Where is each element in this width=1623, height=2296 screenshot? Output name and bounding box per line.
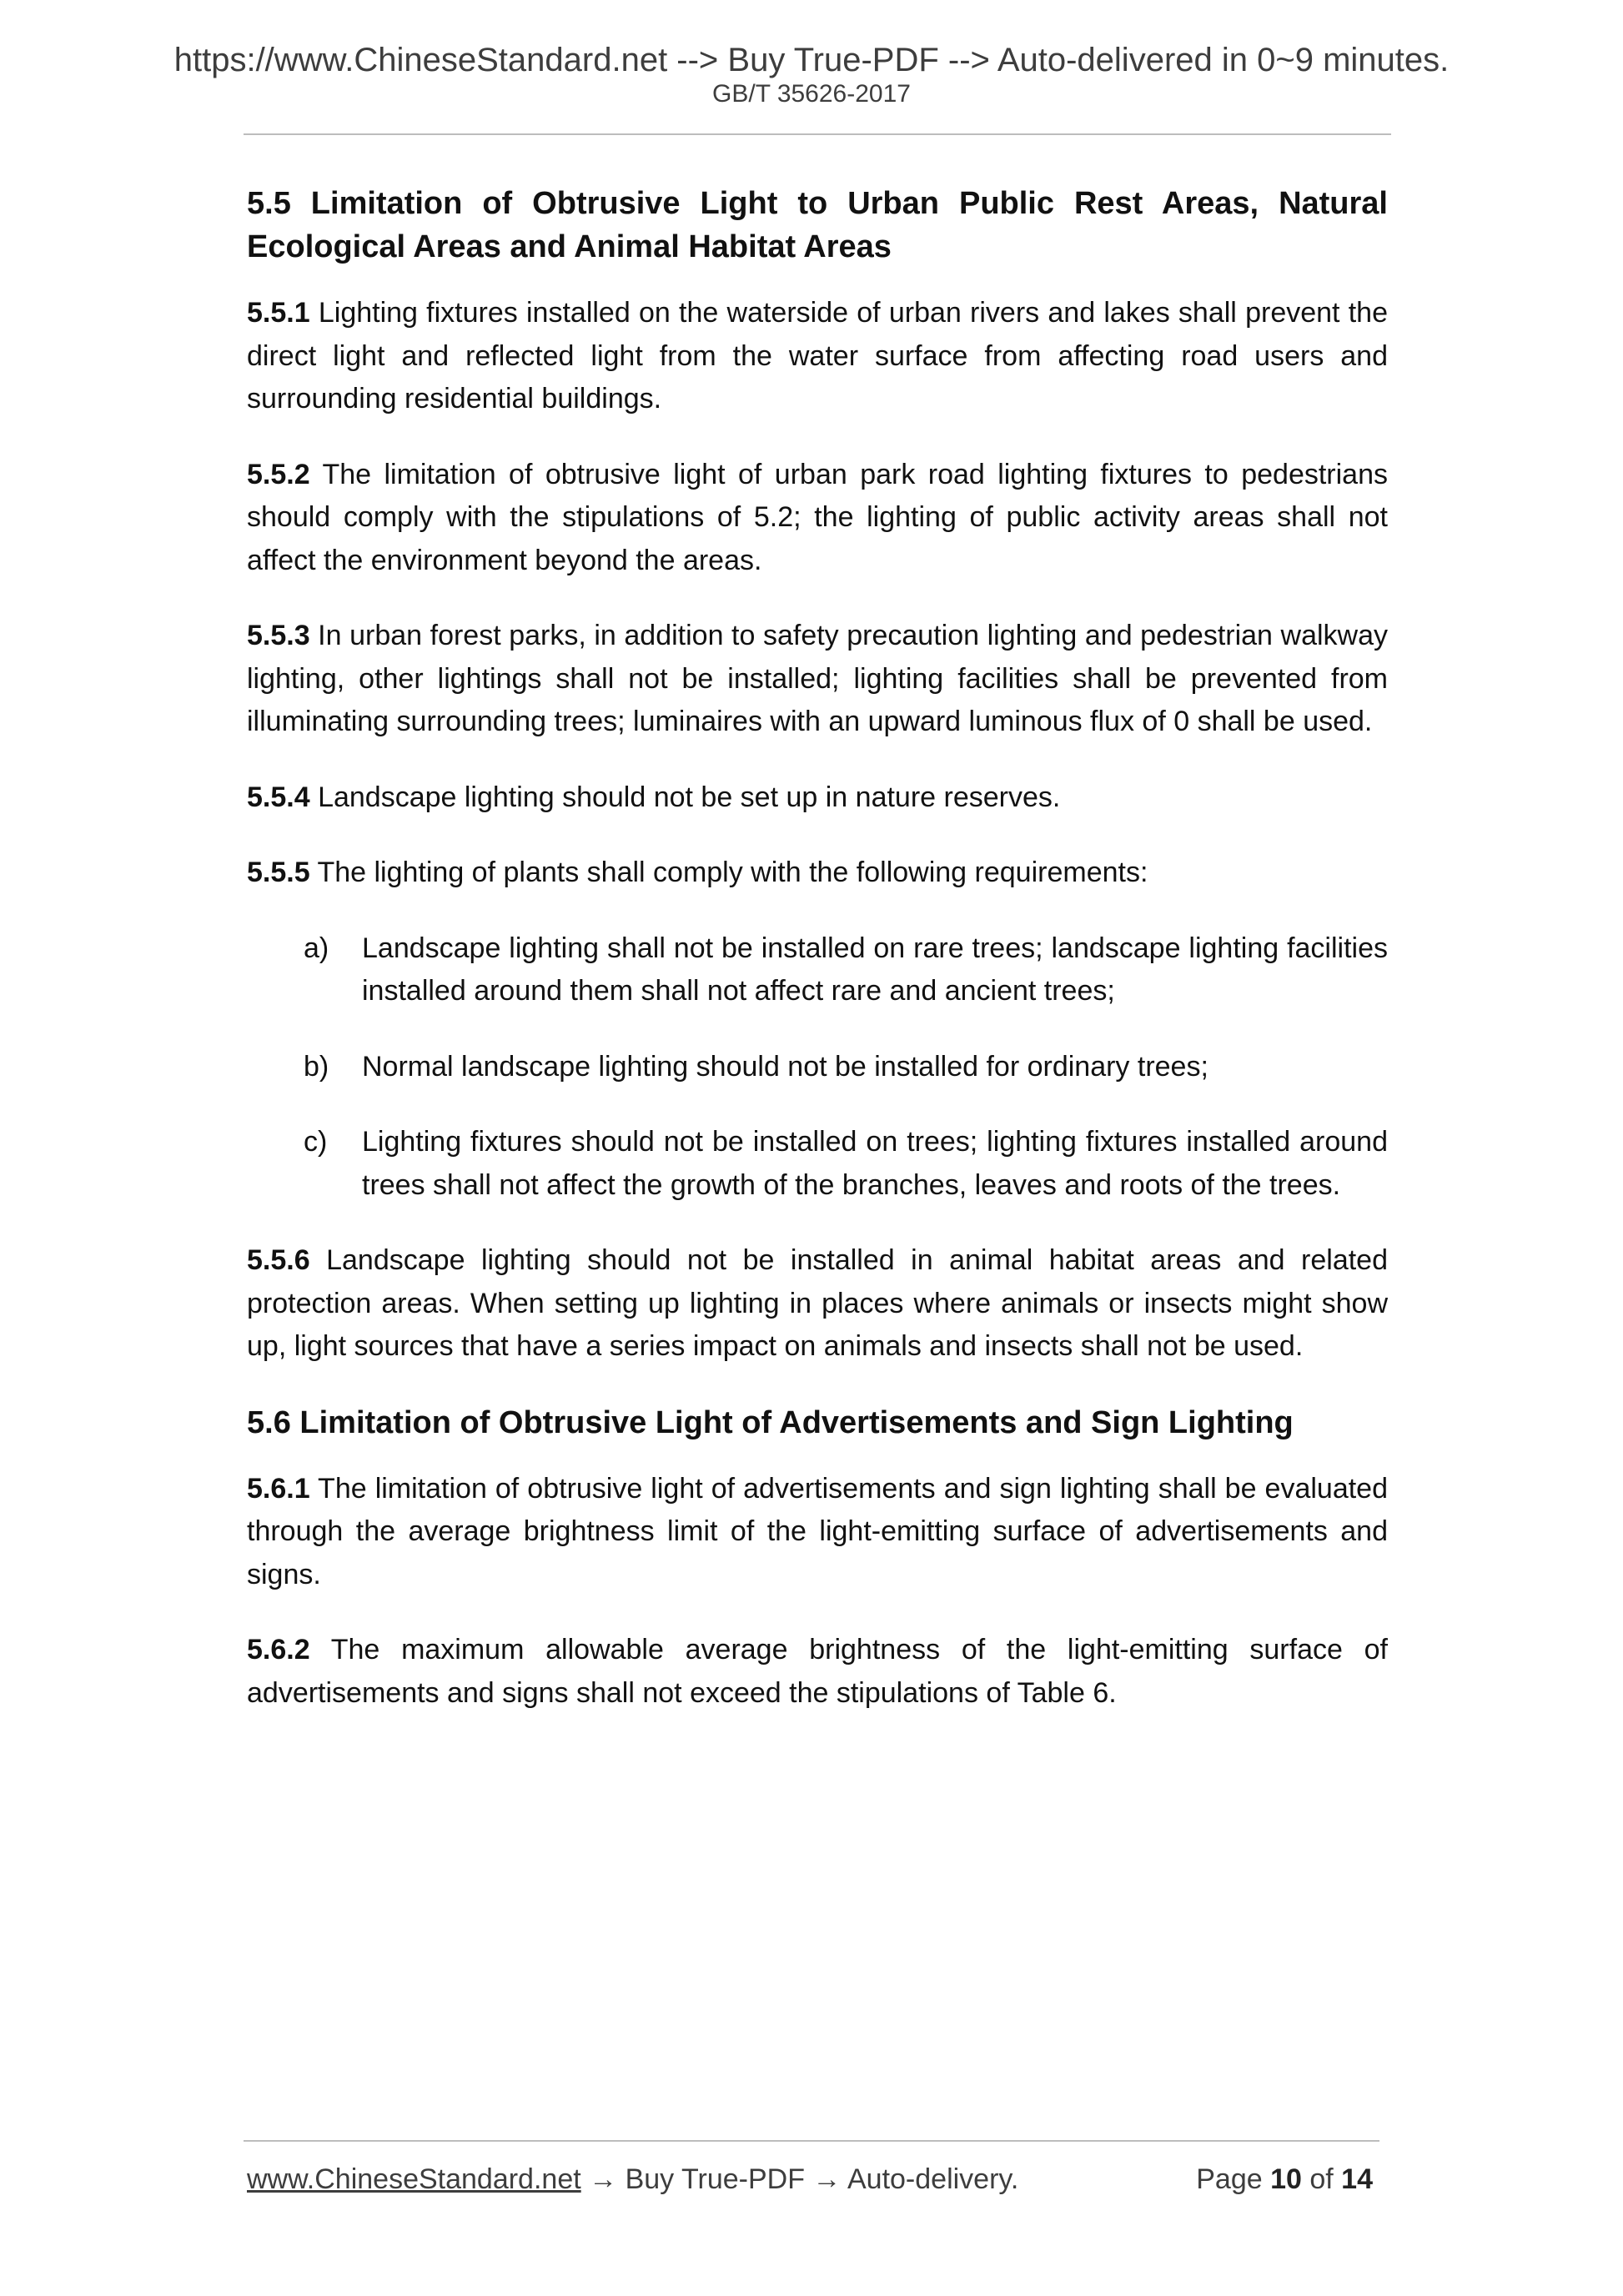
page-content bbox=[247, 182, 1388, 1747]
clause-5-6-1 bbox=[247, 1468, 1388, 1597]
clause-number: 5.5.4 bbox=[247, 781, 310, 813]
page-indicator bbox=[1196, 2163, 1373, 2196]
page-of: of bbox=[1301, 2163, 1342, 2195]
clause-text: The lighting of plants shall comply with the following requirements: bbox=[309, 857, 1148, 888]
header-divider bbox=[244, 133, 1391, 135]
section-5-5-heading: 5.5 Limitation of Obtrusive Light to Urban Public Rest Areas, Natural Ecological Areas and Animal Habitat Areas bbox=[247, 186, 1388, 264]
clause-5-5-4 bbox=[247, 776, 1388, 820]
footer-site-link[interactable]: www.ChineseStandard.net bbox=[247, 2163, 581, 2195]
clause-5-5-2 bbox=[247, 454, 1388, 583]
clause-text: In urban forest parks, in addition to safety precaution lighting and pedestrian walkway lighting, other lightings shall not be installed; lighting facilities shall be prevented from illuminating surrounding trees; luminaires with an upward luminous flux of 0 shall be used. bbox=[247, 620, 1388, 737]
list-marker: b) bbox=[304, 1050, 329, 1083]
top-banner: https://www.ChineseStandard.net --> Buy True-PDF --> Auto-delivered in 0~9 minutes. bbox=[173, 42, 1450, 78]
list-marker: a) bbox=[304, 932, 329, 964]
clause-5-5-6 bbox=[247, 1239, 1388, 1369]
clause-number: 5.5.6 bbox=[247, 1244, 310, 1276]
clause-text: The limitation of obtrusive light of urban park road lighting fixtures to pedestrians should comply with the stipulations of 5.2; the lighting of public activity areas shall not affect the environment beyond the areas. bbox=[247, 458, 1388, 576]
document-code: GB/T 35626-2017 bbox=[712, 80, 911, 108]
clause-text: The maximum allowable average brightness of the light-emitting surface of advertisements and signs shall not exceed the stipulations of Table 6. bbox=[247, 1634, 1388, 1709]
footer-tagline: → Buy True-PDF → Auto-delivery. bbox=[580, 2163, 1019, 2195]
section-5-6-heading: 5.6 Limitation of Obtrusive Light of Advertisements and Sign Lighting bbox=[247, 1404, 1294, 1440]
list-item-text: Lighting fixtures should not be installed on trees; lighting fixtures installed around trees shall not affect the growth of the branches, leaves and roots of the trees. bbox=[362, 1126, 1388, 1201]
list-item-c bbox=[247, 1121, 1388, 1207]
total-pages: 14 bbox=[1341, 2163, 1373, 2195]
clause-5-5-5 bbox=[247, 852, 1388, 895]
clause-text: Lighting fixtures installed on the waterside of urban rivers and lakes shall prevent the direct light and reflected light from the water surface from affecting road users and surrounding residential buildings. bbox=[247, 297, 1388, 414]
clause-number: 5.5.5 bbox=[247, 857, 310, 888]
current-page: 10 bbox=[1270, 2163, 1302, 2195]
clause-number: 5.5.2 bbox=[247, 458, 310, 490]
list-item-text: Landscape lighting shall not be installed on rare trees; landscape lighting facilities installed around them shall not affect rare and ancient trees; bbox=[362, 932, 1388, 1007]
clause-text: Landscape lighting should not be set up in nature reserves. bbox=[309, 781, 1061, 813]
footer-divider bbox=[244, 2140, 1379, 2142]
page-label: Page bbox=[1196, 2163, 1271, 2195]
list-marker: c) bbox=[304, 1126, 328, 1158]
clause-text: Landscape lighting should not be installed in animal habitat areas and related protection areas. When setting up lighting in places where animals or insects might show up, light sources that have a series impact on animals and insects shall not be used. bbox=[247, 1244, 1388, 1362]
clause-5-6-2 bbox=[247, 1629, 1388, 1715]
clause-number: 5.6.1 bbox=[247, 1472, 310, 1505]
clause-number: 5.5.3 bbox=[247, 620, 310, 651]
footer bbox=[247, 2163, 1381, 2196]
list-item-text: Normal landscape lighting should not be installed for ordinary trees; bbox=[362, 1050, 1208, 1083]
clause-5-5-1 bbox=[247, 292, 1388, 421]
list-item-b bbox=[247, 1046, 1388, 1089]
clause-text: The limitation of obtrusive light of advertisements and sign lighting shall be evaluated through the average brightness limit of the light-emitting surface of advertisements and signs. bbox=[247, 1472, 1388, 1590]
clause-5-5-3 bbox=[247, 615, 1388, 744]
list-item-a bbox=[247, 927, 1388, 1013]
clause-number: 5.6.2 bbox=[247, 1634, 310, 1665]
clause-number: 5.5.1 bbox=[247, 297, 310, 329]
